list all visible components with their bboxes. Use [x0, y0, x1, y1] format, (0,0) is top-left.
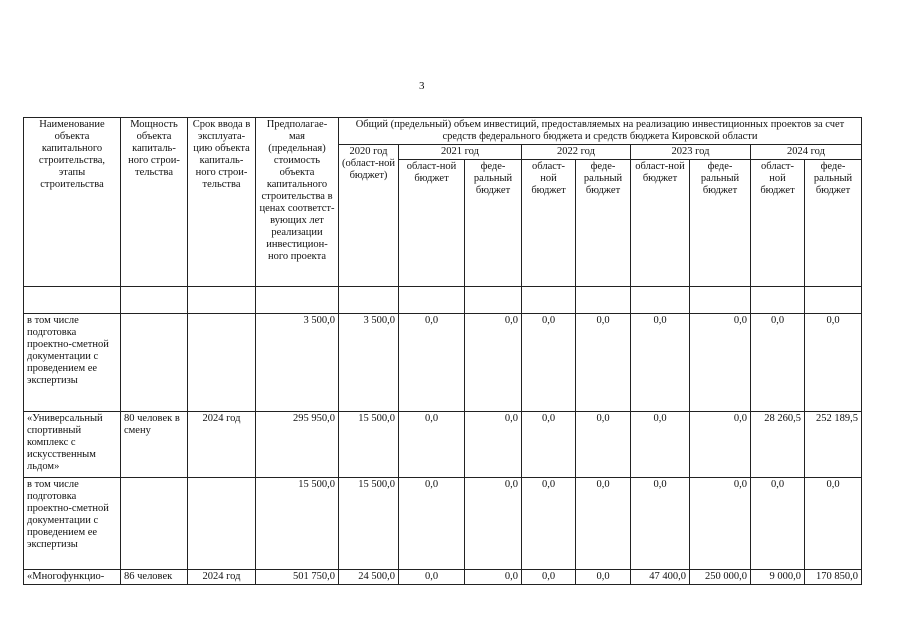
- cell-cost: 501 750,0: [256, 570, 339, 585]
- cell-federal-2024: 170 850,0: [805, 570, 862, 585]
- cell-federal-2022: 0,0: [576, 570, 631, 585]
- cell-regional-2023: 0,0: [631, 314, 690, 412]
- cell-federal-2024: 252 189,5: [805, 412, 862, 478]
- cell-regional-2024: 0,0: [751, 478, 805, 570]
- header-2020: 2020 год (област-ной бюджет): [339, 145, 399, 287]
- cell-cost: 295 950,0: [256, 412, 339, 478]
- header-2023: 2023 год: [631, 145, 751, 160]
- header-federal-2024: феде-ральный бюджет: [805, 160, 862, 287]
- cell-federal-2023: 250 000,0: [690, 570, 751, 585]
- cell-capacity: [121, 314, 188, 412]
- cell-federal-2023: 0,0: [690, 412, 751, 478]
- header-total: Общий (предельный) объем инвестиций, предоставляемых на реализацию инвестиционных проектов за счет средств федерального бюджета и средств бюджета Кировской области: [339, 118, 862, 145]
- cell-2020: 15 500,0: [339, 412, 399, 478]
- header-2024: 2024 год: [751, 145, 862, 160]
- cell-regional-2022: 0,0: [522, 412, 576, 478]
- header-2021: 2021 год: [399, 145, 522, 160]
- cell-term: [188, 314, 256, 412]
- header-term: Срок ввода в эксплуата-цию объекта капиталь-ного строи-тельства: [188, 118, 256, 287]
- cell-2020: 24 500,0: [339, 570, 399, 585]
- cell-2020: 15 500,0: [339, 478, 399, 570]
- page-number: 3: [419, 80, 425, 92]
- table-row: [24, 570, 862, 585]
- header-row-1: [24, 118, 862, 145]
- cell-2020: 3 500,0: [339, 314, 399, 412]
- cell-federal-2021: 0,0: [465, 478, 522, 570]
- cell-regional-2023: 0,0: [631, 478, 690, 570]
- empty-row: [24, 287, 862, 314]
- cell-regional-2024: 0,0: [751, 314, 805, 412]
- cell-name: в том числе подготовка проектно-сметной документации с проведением ее экспертизы: [24, 314, 121, 412]
- cell-federal-2022: 0,0: [576, 478, 631, 570]
- header-2022: 2022 год: [522, 145, 631, 160]
- table-row: [24, 412, 862, 478]
- cell-capacity: 86 человек: [121, 570, 188, 585]
- cell-regional-2021: 0,0: [399, 570, 465, 585]
- cell-regional-2021: 0,0: [399, 314, 465, 412]
- cell-capacity: [121, 478, 188, 570]
- cell-federal-2022: 0,0: [576, 412, 631, 478]
- cell-federal-2024: 0,0: [805, 314, 862, 412]
- cell-federal-2022: 0,0: [576, 314, 631, 412]
- header-regional-2024: област-ной бюджет: [751, 160, 805, 287]
- cell-federal-2023: 0,0: [690, 314, 751, 412]
- cell-regional-2023: 0,0: [631, 412, 690, 478]
- cell-term: 2024 год: [188, 570, 256, 585]
- cell-regional-2022: 0,0: [522, 478, 576, 570]
- header-federal-2022: феде-ральный бюджет: [576, 160, 631, 287]
- header-capacity: Мощность объекта капиталь-ного строи-тельства: [121, 118, 188, 287]
- cell-federal-2021: 0,0: [465, 314, 522, 412]
- cell-regional-2023: 47 400,0: [631, 570, 690, 585]
- table-row: [24, 478, 862, 570]
- cell-name: «Многофункцио-: [24, 570, 121, 585]
- header-regional-2023: област-ной бюджет: [631, 160, 690, 287]
- header-name: Наименование объекта капитального строительства, этапы строительства: [24, 118, 121, 287]
- table-row: [24, 314, 862, 412]
- cell-regional-2021: 0,0: [399, 478, 465, 570]
- header-regional-2021: област-ной бюджет: [399, 160, 465, 287]
- cell-regional-2024: 28 260,5: [751, 412, 805, 478]
- cell-regional-2022: 0,0: [522, 570, 576, 585]
- cell-regional-2021: 0,0: [399, 412, 465, 478]
- cell-federal-2024: 0,0: [805, 478, 862, 570]
- header-cost: Предполагае-мая (предельная) стоимость объекта капитального строительства в ценах соответст-вующих лет реализации инвестицион-ного проекта: [256, 118, 339, 287]
- header-federal-2023: феде-ральный бюджет: [690, 160, 751, 287]
- cell-name: в том числе подготовка проектно-сметной документации с проведением ее экспертизы: [24, 478, 121, 570]
- header-regional-2022: област-ной бюджет: [522, 160, 576, 287]
- header-federal-2021: феде-ральный бюджет: [465, 160, 522, 287]
- investment-table: [23, 117, 862, 585]
- cell-name: «Универсальный спортивный комплекс с искусственным льдом»: [24, 412, 121, 478]
- cell-cost: 3 500,0: [256, 314, 339, 412]
- cell-federal-2021: 0,0: [465, 412, 522, 478]
- cell-regional-2022: 0,0: [522, 314, 576, 412]
- cell-term: [188, 478, 256, 570]
- cell-capacity: 80 человек в смену: [121, 412, 188, 478]
- cell-regional-2024: 9 000,0: [751, 570, 805, 585]
- cell-federal-2023: 0,0: [690, 478, 751, 570]
- cell-federal-2021: 0,0: [465, 570, 522, 585]
- cell-term: 2024 год: [188, 412, 256, 478]
- cell-cost: 15 500,0: [256, 478, 339, 570]
